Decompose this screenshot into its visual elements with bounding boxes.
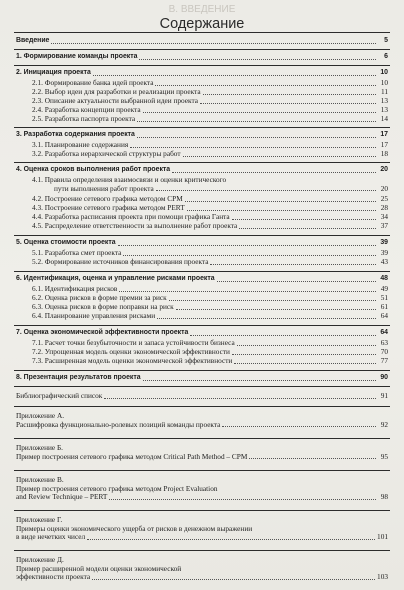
toc-entry-4-4[interactable]: 4.4. Разработка расписания проекта при помощи графика Ганта 34 bbox=[32, 212, 388, 221]
toc-entry-section-8[interactable]: 8. Презентация результатов проекта 90 bbox=[16, 374, 388, 381]
toc-entry-5-1[interactable]: 5.1. Разработка смет проекта 39 bbox=[32, 248, 388, 257]
toc-entry-appendix-g[interactable]: Приложение Г. Примеры оценки экономического ущерба от рисков в денежном выражении в виде нечетких чисел 101 bbox=[16, 515, 388, 542]
toc-entry-4-2[interactable]: 4.2. Построение сетевого графика методом CPM 25 bbox=[32, 194, 388, 203]
toc-entry-2-3[interactable]: 2.3. Описание актуальности выбранной идеи проекта 13 bbox=[32, 96, 388, 105]
toc-entry-section-2[interactable]: 2. Инициация проекта 10 bbox=[16, 69, 388, 76]
toc-entry-appendix-b[interactable]: Приложение Б. Пример построения сетевого графика методом Critical Path Method – CPM 95 bbox=[16, 443, 388, 461]
separator bbox=[14, 406, 390, 407]
toc-entry-section-5[interactable]: 5. Оценка стоимости проекта 39 bbox=[16, 239, 388, 246]
separator bbox=[14, 127, 390, 128]
separator bbox=[14, 325, 390, 326]
toc-entry-2-1[interactable]: 2.1. Формирование банка идей проекта 10 bbox=[32, 78, 388, 87]
toc-entry-2-2[interactable]: 2.2. Выбор идеи для разработки и реализации проекта 11 bbox=[32, 87, 388, 96]
toc-entry-4-1[interactable]: 4.1. Правила определения взаимосвязи и оценки критического пути выполнения работ проекта 20 bbox=[32, 175, 388, 193]
separator bbox=[14, 49, 390, 50]
separator bbox=[14, 235, 390, 236]
toc-entry-6-2[interactable]: 6.2. Оценка рисков в форме премии за риск 51 bbox=[32, 293, 388, 302]
toc-entry-section-6[interactable]: 6. Идентификация, оценка и управление рисками проекта 48 bbox=[16, 275, 388, 282]
toc-entry-section-4[interactable]: 4. Оценка сроков выполнения работ проекта 20 bbox=[16, 166, 388, 173]
toc-entry-section-1[interactable]: 1. Формирование команды проекта 6 bbox=[16, 53, 388, 60]
separator bbox=[14, 510, 390, 511]
toc-entry-5-2[interactable]: 5.2. Формирование источников финансирования проекта 43 bbox=[32, 257, 388, 266]
separator bbox=[14, 470, 390, 471]
toc-entry-section-3[interactable]: 3. Разработка содержания проекта 17 bbox=[16, 131, 388, 138]
toc-entry-bibliography[interactable]: Библиографический список 91 bbox=[16, 391, 388, 400]
toc-entry-7-2[interactable]: 7.2. Упрощенная модель оценки экономической эффективности 70 bbox=[32, 347, 388, 356]
toc-entry-7-1[interactable]: 7.1. Расчет точки безубыточности и запаса устойчивости бизнеса 63 bbox=[32, 338, 388, 347]
toc-entry-6-1[interactable]: 6.1. Идентификация рисков 49 bbox=[32, 284, 388, 293]
separator bbox=[14, 438, 390, 439]
separator bbox=[14, 65, 390, 66]
separator bbox=[14, 271, 390, 272]
page-title: Содержание bbox=[159, 16, 245, 32]
separator bbox=[14, 370, 390, 371]
toc-entry-4-5[interactable]: 4.5. Распределение ответственности за выполнение работ проекта 37 bbox=[32, 221, 388, 230]
toc-entry-3-1[interactable]: 3.1. Планирование содержания 17 bbox=[32, 140, 388, 149]
toc-entry-2-4[interactable]: 2.4. Разработка концепции проекта 13 bbox=[32, 105, 388, 114]
toc-entry-appendix-d[interactable]: Приложение Д. Пример расширенной модели оценки экономической эффективности проекта 103 bbox=[16, 555, 388, 582]
toc-entry-3-2[interactable]: 3.2. Разработка иерархической структуры работ 18 bbox=[32, 149, 388, 158]
toc-entry-7-3[interactable]: 7.3. Расширенная модель оценки экономической эффективности 77 bbox=[32, 356, 388, 365]
toc-entry-4-3[interactable]: 4.3. Построение сетевого графика методом PERT 28 bbox=[32, 203, 388, 212]
toc-entry-intro[interactable]: Введение 5 bbox=[16, 37, 388, 44]
separator bbox=[14, 550, 390, 551]
toc-entry-section-7[interactable]: 7. Оценка экономической эффективности проекта 64 bbox=[16, 329, 388, 336]
toc-entry-6-3[interactable]: 6.3. Оценка рисков в форме поправки на риск 61 bbox=[32, 302, 388, 311]
separator bbox=[14, 32, 390, 33]
toc-entry-appendix-v[interactable]: Приложение В. Пример построения сетевого графика методом Project Evaluation and Review Technique – PERT 98 bbox=[16, 475, 388, 502]
toc-entry-6-4[interactable]: 6.4. Планирование управления рисками 64 bbox=[32, 311, 388, 320]
bleed-through-heading: В. ВВЕДЕНИЕ bbox=[168, 4, 236, 15]
toc-entry-2-5[interactable]: 2.5. Разработка паспорта проекта 14 bbox=[32, 114, 388, 123]
toc-entry-appendix-a[interactable]: Приложение А. Расшифровка функционально-ролевых позиций команды проекта 92 bbox=[16, 411, 388, 429]
separator bbox=[14, 386, 390, 387]
separator bbox=[14, 162, 390, 163]
